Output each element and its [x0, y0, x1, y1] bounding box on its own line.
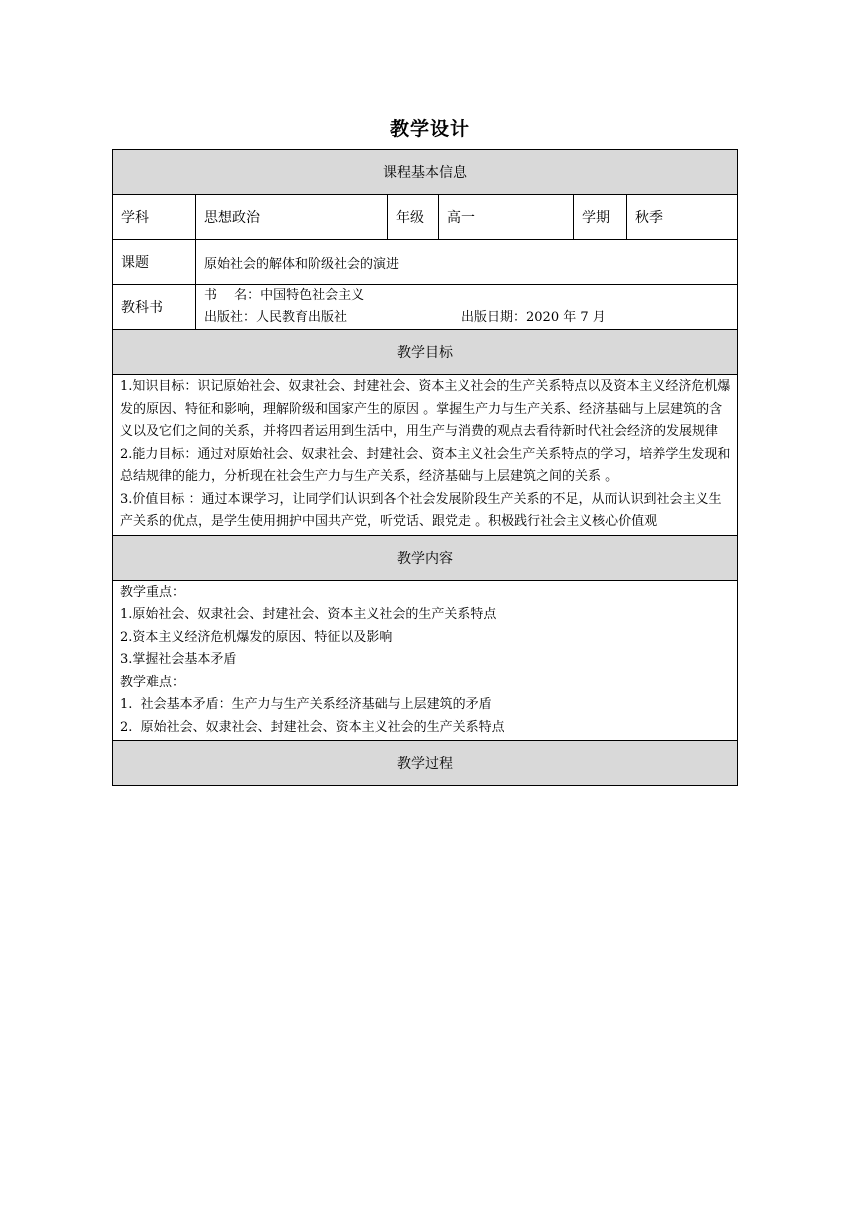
publish-date: 出版日期：2020 年 7 月 [461, 310, 606, 325]
key-point-item: 1.原始社会、奴隶社会、封建社会、资本主义社会的生产关系特点 [120, 607, 497, 622]
goals-body [113, 375, 738, 536]
topic-value: 原始社会的解体和阶级社会的演进 [196, 240, 738, 285]
difficulties-heading: 教学难点： [120, 674, 186, 690]
knowledge-goal: 1.知识目标：识记原始社会、奴隶社会、封建社会、资本主义社会的生产关系特点以及资本主义经济危机爆发的原因、特征和影响，理解阶级和国家产生的原因 。掌握生产力与生产关系、经济基础与上层建筑的含义以及它们之间的关系，并将四者运用到生活中，用生产与消费的观点去看待新时代社会经济的发展规律 [120, 379, 731, 439]
topic-row [113, 240, 738, 285]
publisher-line [204, 307, 729, 329]
subject-value: 思想政治 [196, 195, 388, 240]
goals-header: 教学目标 [113, 330, 738, 375]
grade-value: 高一 [439, 195, 574, 240]
difficulty-item: 2. 原始社会、奴隶社会、封建社会、资本主义社会的生产关系特点 [120, 719, 505, 735]
process-header: 教学过程 [113, 741, 738, 786]
document-title: 教学设计 [389, 118, 470, 140]
subject-label: 学科 [113, 195, 196, 240]
term-value: 秋季 [627, 195, 738, 240]
basic-info-row [113, 195, 738, 240]
publisher: 出版社：人民教育出版社 [204, 310, 348, 325]
key-points-heading: 教学重点： [120, 584, 186, 600]
content-body [113, 580, 738, 741]
key-point-item: 2.资本主义经济危机爆发的原因、特征以及影响 [120, 629, 393, 645]
textbook-row [113, 285, 738, 330]
book-name: 书 名：中国特色社会主义 [204, 288, 365, 303]
ability-goal: 2.能力目标：通过对原始社会、奴隶社会、封建社会、资本主义社会生产关系特点的学习，培养学生发现和总结规律的能力，分析现在社会生产力与生产关系，经济基础与上层建筑之间的关系 。 [120, 446, 731, 484]
basic-info-header: 课程基本信息 [113, 150, 738, 195]
lesson-design-table [112, 149, 738, 786]
key-point-item: 3.掌握社会基本矛盾 [120, 652, 237, 667]
value-goal: 3.价值目标 ：通过本课学习，让同学们认识到各个社会发展阶段生产关系的不足，从而认识到社会主义生产关系的优点，是学生使用拥护中国共产党，听党话、跟党走 。积极践行社会主义核心价值观 [120, 491, 722, 529]
grade-label: 年级 [388, 195, 439, 240]
textbook-details [196, 285, 738, 330]
topic-label: 课题 [113, 240, 196, 285]
textbook-label: 教科书 [113, 285, 196, 330]
content-header: 教学内容 [113, 535, 738, 580]
term-label: 学期 [574, 195, 627, 240]
difficulty-item: 1. 社会基本矛盾：生产力与生产关系经济基础与上层建筑的矛盾 [120, 697, 492, 712]
